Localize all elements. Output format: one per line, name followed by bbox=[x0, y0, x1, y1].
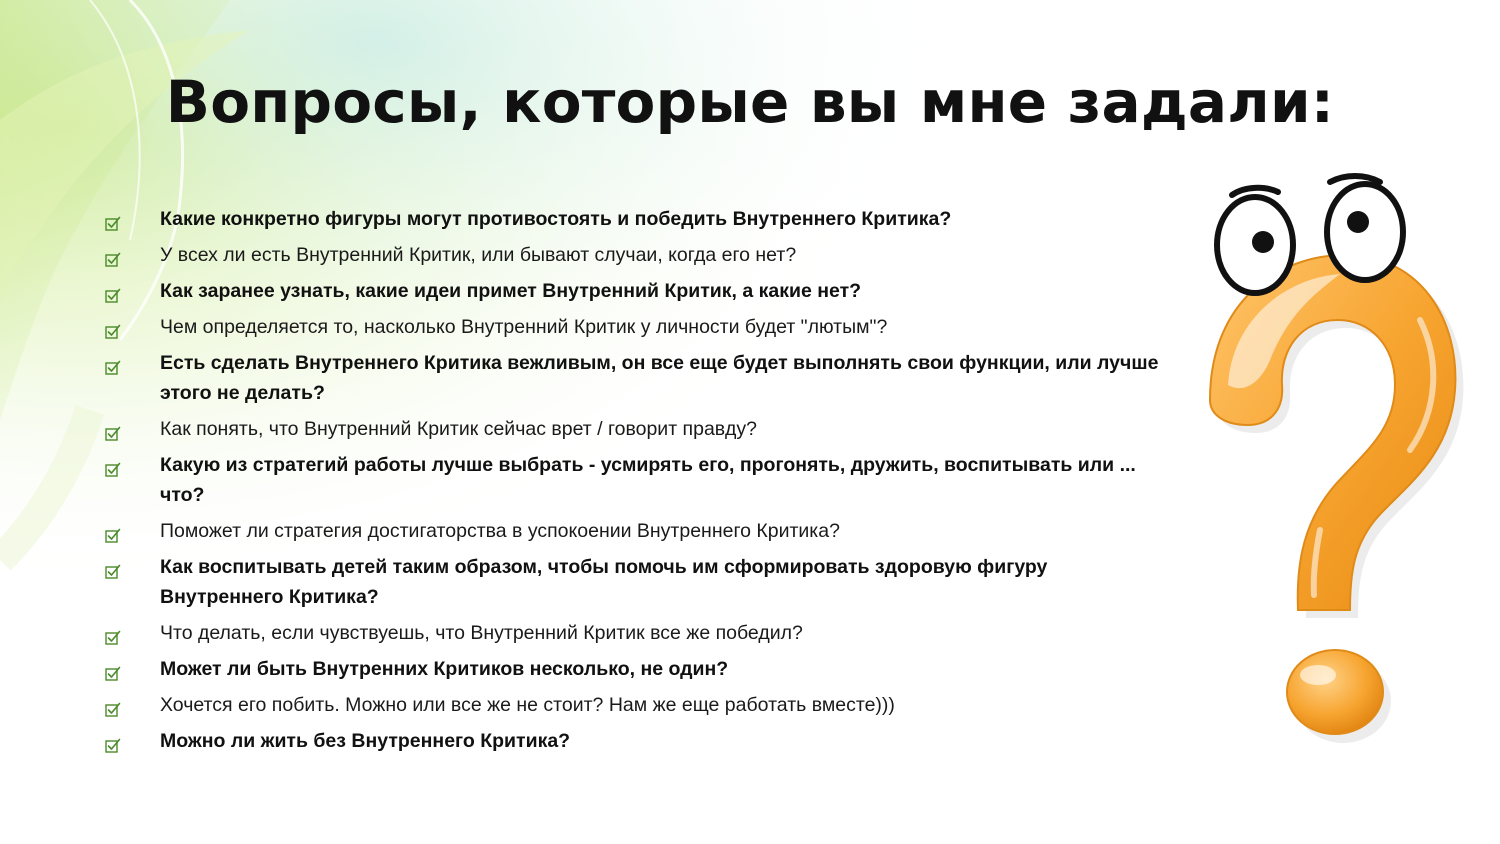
checkbox-icon bbox=[105, 421, 121, 437]
question-item bbox=[100, 726, 1160, 756]
question-text: У всех ли есть Внутренний Критик, или бывают случаи, когда его нет? bbox=[160, 244, 797, 266]
question-text: Хочется его побить. Можно или все же не стоит? Нам же еще работать вместе))) bbox=[160, 694, 895, 716]
question-text: Есть сделать Внутреннего Критика вежливым, он все еще будет выполнять свои функции, или лучше этого не делать? bbox=[160, 352, 1159, 404]
question-text: Чем определяется то, насколько Внутренний Критик у личности будет "лютым"? bbox=[160, 316, 888, 338]
question-text: Может ли быть Внутренних Критиков несколько, не один? bbox=[160, 658, 729, 680]
question-item bbox=[100, 348, 1160, 408]
question-text: Можно ли жить без Внутреннего Критика? bbox=[160, 730, 571, 752]
checkbox-icon bbox=[105, 661, 121, 677]
checkbox-icon bbox=[105, 319, 121, 335]
question-item bbox=[100, 618, 1160, 648]
checkbox-icon bbox=[105, 733, 121, 749]
checkbox-icon bbox=[105, 523, 121, 539]
question-item bbox=[100, 240, 1160, 270]
checkbox-icon bbox=[105, 211, 121, 227]
question-text: Что делать, если чувствуешь, что Внутренний Критик все же победил? bbox=[160, 622, 803, 644]
question-item bbox=[100, 276, 1160, 306]
checkbox-icon bbox=[105, 559, 121, 575]
checkbox-icon bbox=[105, 283, 121, 299]
checkbox-icon bbox=[105, 625, 121, 641]
checkbox-icon bbox=[105, 247, 121, 263]
question-text: Какую из стратегий работы лучше выбрать - усмирять его, прогонять, дружить, воспитывать или ... что? bbox=[160, 454, 1136, 506]
question-item bbox=[100, 552, 1160, 612]
question-text: Как понять, что Внутренний Критик сейчас врет / говорит правду? bbox=[160, 418, 757, 440]
question-item bbox=[100, 450, 1160, 510]
question-mark-illustration bbox=[1170, 170, 1470, 750]
question-text: Как заранее узнать, какие идеи примет Внутренний Критик, а какие нет? bbox=[160, 280, 862, 302]
checkbox-icon bbox=[105, 355, 121, 371]
checkbox-icon bbox=[105, 457, 121, 473]
question-item bbox=[100, 204, 1160, 234]
question-item bbox=[100, 516, 1160, 546]
slide-title: Вопросы, которые вы мне задали: bbox=[165, 68, 1335, 136]
question-text: Как воспитывать детей таким образом, чтобы помочь им сформировать здоровую фигуру Внутреннего Критика? bbox=[160, 556, 1048, 608]
question-item bbox=[100, 312, 1160, 342]
questions-list bbox=[100, 204, 1160, 762]
question-text: Какие конкретно фигуры могут противостоять и победить Внутреннего Критика? bbox=[160, 208, 952, 230]
question-item bbox=[100, 414, 1160, 444]
question-item bbox=[100, 654, 1160, 684]
checkbox-icon bbox=[105, 697, 121, 713]
question-text: Поможет ли стратегия достигаторства в успокоении Внутреннего Критика? bbox=[160, 520, 840, 542]
question-item bbox=[100, 690, 1160, 720]
